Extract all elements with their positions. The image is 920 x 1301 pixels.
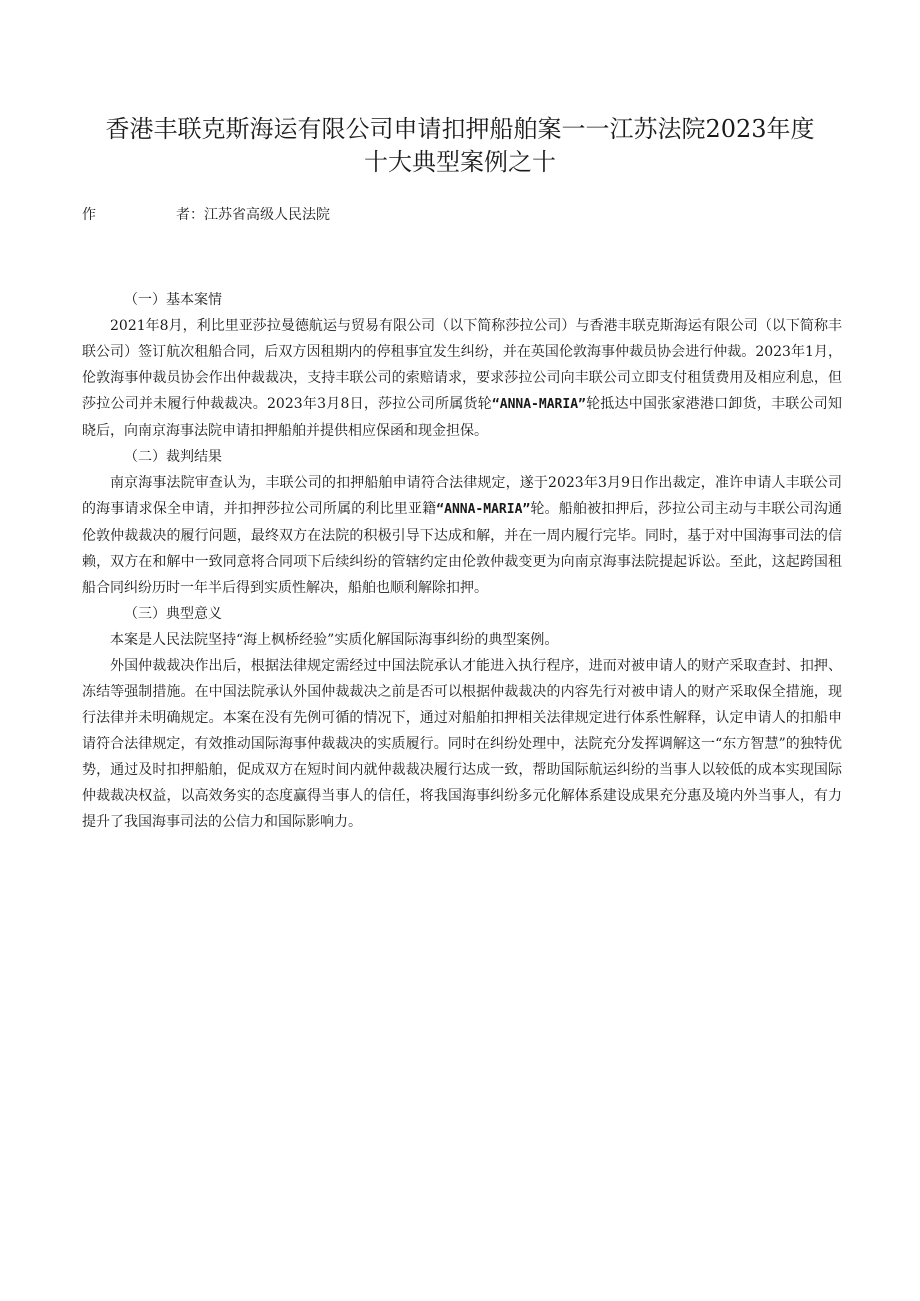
author-line <box>82 204 330 226</box>
paragraph-facts <box>82 313 842 444</box>
paragraph-facts-part-a: 2021年8月，利比里亚莎拉曼德航运与贸易有限公司（以下简称莎拉公司）与香港丰联克斯海运有限公司（以下简称丰联公司）签订航次租船合同，后双方因租期内的停租事宜发生纠纷，并在英国伦敦海事仲裁员协会进行仲裁。2023年1月，伦敦海事仲裁员协会作出仲裁裁决，支持丰联公司的索赔请求，要求莎拉公司向丰联公司立即支付租赁费用及相应利息，但莎拉公司并未履行仲裁裁决。2023年3月8日，莎拉公司所属货轮 <box>82 318 842 412</box>
document-title-line-2: 十大典型案例之十 <box>364 148 556 176</box>
paragraph-significance-2: 外国仲裁裁决作出后，根据法律规定需经过中国法院承认才能进入执行程序，进而对被申请人的财产采取查封、扣押、冻结等强制措施。在中国法院承认外国仲裁裁决之前是否可以根据仲裁裁决的内容先行对被申请人的财产采取保全措施，现行法律并未明确规定。本案在没有先例可循的情况下，通过对船舶扣押相关法律规定进行体系性解释，认定申请人的扣船申请符合法律规定，有效推动国际海事仲裁裁决的实质履行。同时在纠纷处理中，法院充分发挥调解这一“东方智慧”的独特优势，通过及时扣押船舶，促成双方在短时间内就仲裁裁决履行达成一致，帮助国际航运纠纷的当事人以较低的成本实现国际仲裁裁决权益，以高效务实的态度赢得当事人的信任，将我国海事纠纷多元化解体系建设成果充分惠及境内外当事人，有力提升了我国海事司法的公信力和国际影响力。 <box>82 658 842 830</box>
ship-name: “ANNA-MARIA” <box>491 397 586 412</box>
paragraph-judgment-part-b: 轮。船舶被扣押后，莎拉公司主动与丰联公司沟通伦敦仲裁裁决的履行问题，最终双方在法院的积极引导下达成和解，并在一周内履行完毕。同时，基于对中国海事司法的信赖，双方在和解中一致同意将合同项下后续纠纷的管辖约定由伦敦仲裁变更为向南京海事法院提起诉讼。至此，这起跨国租船合同纠纷历时一年半后得到实质性解决，船舶也顺利解除扣押。 <box>82 501 842 596</box>
paragraph-significance-1: 本案是人民法院坚持“海上枫桥经验”实质化解国际海事纠纷的典型案例。 <box>110 632 559 648</box>
paragraph-judgment <box>82 470 842 601</box>
ship-name: “ANNA-MARIA” <box>436 502 531 517</box>
paragraph-judgment-part-a: 南京海事法院审查认为，丰联公司的扣押船舶申请符合法律规定，遂于2023年3月9日作出裁定，准许申请人丰联公司的海事请求保全申请，并扣押莎拉公司所属的利比里亚籍 <box>82 475 842 517</box>
paragraph-facts-part-b: 轮抵达中国张家港港口卸货，丰联公司知晓后，向南京海事法院申请扣押船舶并提供相应保函和现金担保。 <box>82 396 843 439</box>
document-title-line-1: 香港丰联克斯海运有限公司申请扣押船舶案一一江苏法院2023年度 <box>105 115 815 143</box>
section-heading-significance: （三）典型意义 <box>124 606 222 622</box>
section-heading-facts: （一）基本案情 <box>124 292 222 308</box>
author-label-b: 者： <box>176 207 204 223</box>
section-heading-judgment: （二）裁判结果 <box>124 449 222 465</box>
author-label-a: 作 <box>82 207 96 223</box>
author-value: 江苏省高级人民法院 <box>204 207 330 223</box>
document-body <box>82 287 842 835</box>
